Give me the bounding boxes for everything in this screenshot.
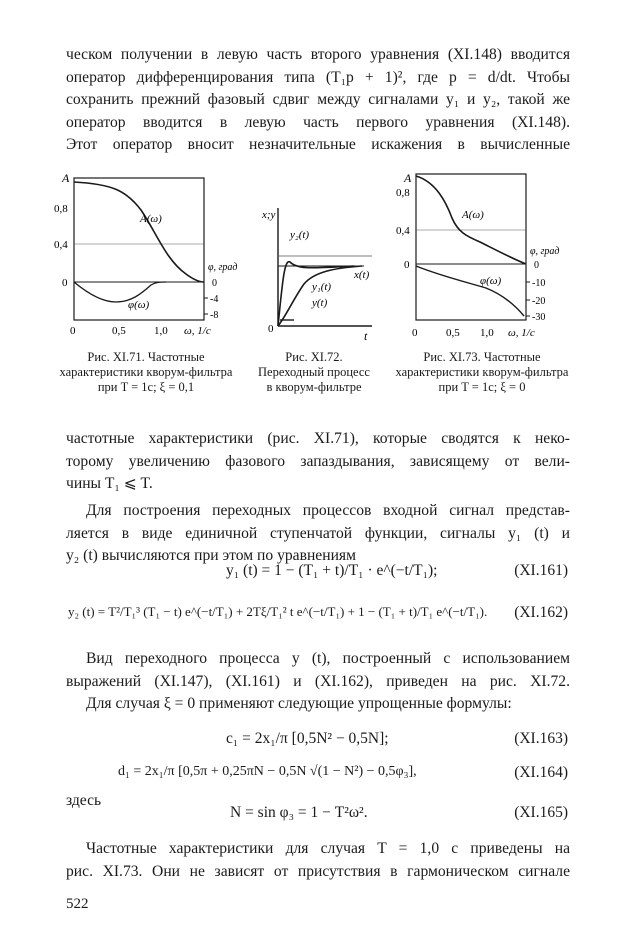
tick-label: -10 [532,278,546,289]
paragraph-4 [66,648,570,716]
tick-label: 0 [412,327,418,339]
right-axis-label: φ, град [208,262,238,273]
figure-xi-72 [254,208,384,394]
curve-label: y(t) [312,297,328,309]
text-line: ляется в виде единичной ступенчатой функции, сигналы y₁ (t) и [66,524,570,542]
figure-xi-71 [54,170,238,394]
text-line: ческом получении в левую часть второго уравнения (XI.148) вводится [66,46,570,63]
equation-xi-165: N = sin φ₃ = 1 − T²ω². [230,804,368,821]
curve-label: y₁(t) [312,281,332,293]
tick-label: 0 [404,259,410,271]
equation-number: (XI.163) [514,730,568,747]
here-label: здесь [66,792,102,809]
y-axis-label: x;y [262,209,276,221]
paragraph-3 [66,500,570,568]
text-line: Этот оператор вносит незначительные искажения в вычисленные [66,136,570,153]
equation-number: (XI.161) [514,562,568,579]
equation-xi-162: y₂ (t) = T²/T₁³ (T₁ − t) e^(−t/T₁) + 2Tξ/T₁² t e^(−t/T₁) + 1 − (T₁ + t)/T₁ e^(−t/T₁). [68,604,488,619]
tick-label: 0 [62,277,68,289]
curve-label: φ(ω) [128,299,150,311]
text-line: чины T₁ ⩽ T. [66,475,153,492]
text-line: частотные характеристики (рис. XI.71), которые сводятся к неко- [66,430,570,447]
intro-paragraph [66,44,570,157]
tick-label: 0 [70,325,76,337]
curve-label: A(ω) [140,213,162,225]
right-axis-label: φ, град [530,246,560,257]
paragraph-5 [66,838,570,883]
tick-label: 0,5 [446,327,460,339]
tick-label: -20 [532,296,546,307]
text-line: выражений (XI.147), (XI.161) и (XI.162), приведен на рис. XI.72. [66,672,570,690]
text-line: Частотные характеристики для случая T = 1,0 с приведены на [86,840,570,857]
text-line: сохранить прежний фазовый сдвиг между сигналами y₁ и y₂, такой же [66,91,570,108]
tick-label: 0,8 [54,203,68,215]
text-line: оператор дифференцирования типа (T₁p + 1)², где p = d/dt. Чтобы [66,68,570,86]
tick-label: 0,4 [54,239,68,251]
figure-xi-72-plot [254,208,384,343]
text-line: торому увеличению фазового запаздывания, зависящему от вели- [66,452,570,470]
tick-label: 0,4 [396,225,410,237]
text-line: Для построения переходных процессов входной сигнал представ- [86,502,570,519]
text-line: рис. XI.73. Они не зависят от присутствия в гармоническом сигнале [66,862,570,880]
equation-number: (XI.162) [514,604,568,621]
text-line: оператор вводится в левую часть первого уравнения (XI.148). [66,113,570,131]
tick-label: 0,8 [396,187,410,199]
curve-label: x(t) [354,269,370,281]
tick-label: 0 [212,278,217,289]
text-line: Вид переходного процесса y (t), построенный с использованием [86,650,570,667]
y-axis-label: A [62,171,70,185]
text-line: y₂ (t) вычисляются при этом по уравнениям [66,547,356,564]
equation-number: (XI.165) [514,804,568,821]
x-axis-label: ω, 1/c [508,327,535,339]
curve-label: φ(ω) [480,275,502,287]
tick-label: 0 [534,260,539,271]
tick-label: -30 [532,312,546,323]
tick-label: 1,0 [480,327,494,339]
curve-label: y₂(t) [290,229,310,241]
paragraph-2 [66,428,570,496]
tick-label: -4 [210,294,219,305]
text-line: Для случая ξ = 0 применяют следующие упрощенные формулы: [86,695,512,712]
tick-label: -8 [210,310,219,321]
figure-xi-71-plot [56,170,236,345]
y-axis-label: A [404,171,412,185]
figure-xi-73-plot [396,170,576,345]
figure-caption: Рис. XI.72. Переходный процесс в кворум-фильтре [258,350,370,394]
equation-xi-164: d₁ = 2x₁/π [0,5π + 0,25πN − 0,5N √(1 − N²) − 0,5φ₃], [118,764,417,779]
figure-caption: Рис. XI.71. Частотные характеристики кворум-фильтра при T = 1с; ξ = 0,1 [59,350,233,394]
tick-label: 1,0 [154,325,168,337]
equation-number: (XI.164) [514,764,568,781]
curve-label: A(ω) [462,209,484,221]
equation-xi-161: y₁ (t) = 1 − (T₁ + t)/T₁ · e^(−t/T₁); [226,562,438,579]
figure-xi-73 [395,170,576,394]
equation-xi-163: c₁ = 2x₁/π [0,5N² − 0,5N]; [226,730,389,747]
origin-label: 0 [268,323,274,335]
figure-caption: Рис. XI.73. Частотные характеристики кворум-фильтра при T = 1с; ξ = 0 [395,350,569,394]
tick-label: 0,5 [112,325,126,337]
x-axis-label: ω, 1/c [184,325,211,337]
x-axis-label: t [364,329,368,343]
page-number: 522 [66,896,89,912]
